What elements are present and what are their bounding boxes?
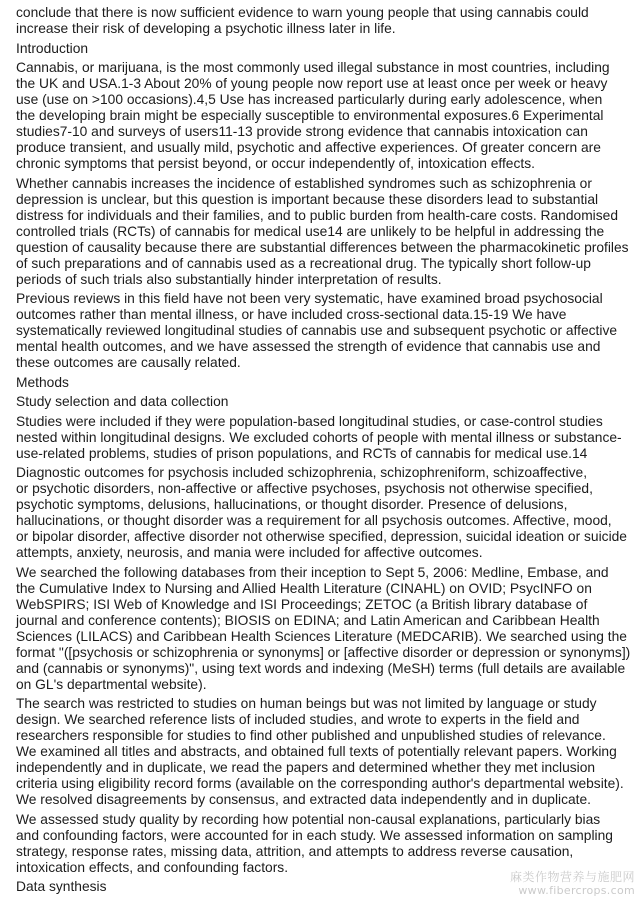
heading-text: Methods — [16, 374, 69, 390]
paragraph-methods-quality — [16, 812, 636, 876]
text-line: Previous reviews in this field have not been very systematic, have examined broad psychosocial — [16, 291, 603, 306]
text-line: WebSPIRS; ISI Web of Knowledge and ISI Proceedings; ZETOC (a British library database of — [16, 596, 588, 612]
paragraph-methods-inclusion — [16, 414, 636, 462]
text-line: independently and in duplicate, we read the papers and determined whether they met inclusion — [16, 760, 596, 775]
text-line: increase their risk of developing a psychotic illness later in life. — [16, 21, 396, 36]
text-line: studies7-10 and surveys of users11-13 provide strong evidence that cannabis intoxication can — [16, 124, 588, 139]
text-line: Studies were included if they were population-based longitudinal studies, or case-control studies — [16, 413, 603, 429]
paragraph-methods-outcomes — [16, 465, 636, 561]
text-line: these outcomes are causally related. — [16, 355, 241, 370]
text-line: We resolved disagreements by consensus, and extracted data independently and in duplicate. — [16, 792, 591, 807]
heading-text: Study selection and data collection — [16, 394, 229, 409]
text-line: and (cannabis or synonyms)", using text words and indexing (MeSH) terms (full details are available — [16, 660, 626, 676]
text-line: controlled trials (RCTs) of cannabis for medical use14 are unlikely to be helpful in addressing the — [16, 223, 605, 239]
text-line: chronic symptoms that persist beyond, or occur independently of, intoxication effects. — [16, 156, 535, 171]
text-line: design. We searched reference lists of included studies, and wrote to experts in the field and — [16, 712, 580, 727]
text-line: the Cumulative Index to Nursing and Allied Health Literature (CINAHL) on OVID; PsycINFO on — [16, 580, 592, 596]
section-heading-introduction — [16, 41, 636, 57]
text-line: intoxication effects, and confounding factors. — [16, 859, 289, 875]
section-heading-methods — [16, 375, 636, 391]
text-line: produce transient, and usually mild, psychotic and affective experiences. Of greater concern are — [16, 140, 601, 155]
paragraph-introduction-3 — [16, 291, 636, 371]
paragraph-methods-restriction — [16, 696, 636, 808]
text-line: periods of such trials also substantially hinder interpretation of results. — [16, 271, 442, 287]
text-line: question of causality because there are substantial differences between the pharmacokinetic profiles — [16, 239, 629, 255]
subsection-heading-study-selection — [16, 394, 636, 410]
text-line: systematically reviewed longitudinal studies of cannabis use and subsequent psychotic or affective — [16, 323, 618, 338]
text-line: the developing brain might be especially susceptible to environmental exposures.6 Experimental — [16, 108, 604, 123]
paragraph-introduction-1 — [16, 60, 636, 172]
text-line: The search was restricted to studies on human beings but was not limited by language or study — [16, 696, 597, 711]
text-line: Whether cannabis increases the incidence of established syndromes such as schizophrenia or — [16, 175, 592, 191]
text-line: distress for individuals and their families, and to public burden from health-care costs. Randomised — [16, 207, 618, 223]
text-line: on GL's departmental website). — [16, 676, 207, 692]
text-line: Sciences (LILACS) and Caribbean Health Sciences Literature (MEDCARIB). We searched using the — [16, 628, 627, 644]
text-line: journal and conference contents); BIOSIS on EDINA; and Latin American and Caribbean Health — [16, 612, 600, 628]
subsection-heading-data-synthesis — [16, 879, 636, 895]
text-line: psychotic symptoms, delusions, hallucinations, or thought disorder. Presence of delusions, — [16, 497, 568, 512]
text-line: of such preparations and of cannabis used as a recreational drug. The typically short follow-up — [16, 255, 591, 271]
text-line: strategy, response rates, missing data, attrition, and attempts to address reverse causation, — [16, 843, 574, 859]
paragraph-introduction-2 — [16, 176, 636, 288]
text-line: the UK and USA.1-3 About 20% of young people now report use at least once per week or heavy — [16, 76, 608, 91]
text-line: or psychotic disorders, non-affective or affective psychoses, psychosis not otherwise specified, — [16, 481, 593, 496]
text-line: We assessed study quality by recording how potential non-causal explanations, particularly bias — [16, 811, 601, 827]
watermark-url: www.fibercrops.com — [518, 884, 635, 897]
text-line: and confounding factors, were accounted for in each study. We assessed information on sampling — [16, 827, 613, 843]
watermark-site-name: 麻类作物营养与施肥网 — [509, 870, 635, 884]
text-line: attempts, anxiety, neurosis, and mania were included for affective outcomes. — [16, 545, 483, 560]
text-line: use (use on >100 occasions).4,5 Use has increased particularly during early adolescence, when — [16, 92, 603, 107]
heading-text: Data synthesis — [16, 879, 107, 894]
heading-text: Introduction — [16, 40, 89, 56]
paragraph-abstract-conclusion — [16, 5, 636, 37]
text-line: We examined all titles and abstracts, and obtained full texts of potentially relevant papers. Working — [16, 744, 617, 759]
text-line: format "([psychosis or schizophrenia or synonyms] or [affective disorder or depression or synonyms]) — [16, 644, 631, 660]
text-line: use-related problems, studies of prison populations, and RCTs of cannabis for medical use.14 — [16, 445, 588, 461]
text-line: hallucinations, or thought disorder was a requirement for all psychosis outcomes. Affective, mood, — [16, 513, 612, 528]
text-line: conclude that there is now sufficient evidence to warn young people that using cannabis could — [16, 5, 589, 20]
paragraph-methods-search — [16, 565, 636, 693]
text-line: depression is unclear, but this question is important because these disorders lead to substantial — [16, 191, 599, 207]
text-line: outcomes rather than mental illness, or have included cross-sectional data.15-19 We have — [16, 307, 567, 322]
text-line: Diagnostic outcomes for psychosis included schizophrenia, schizophreniform, schizoaffective, — [16, 465, 588, 480]
text-line: We searched the following databases from their inception to Sept 5, 2006: Medline, Embase, and — [16, 564, 609, 580]
text-line: or bipolar disorder, affective disorder not otherwise specified, depression, suicidal ideation or suicide — [16, 529, 627, 544]
text-line: nested within longitudinal designs. We excluded cohorts of people with mental illness or substance- — [16, 429, 622, 445]
text-line: criteria using eligibility record forms (available on the corresponding author's departmental website). — [16, 776, 624, 791]
text-line: researchers responsible for studies to find other published and unpublished studies of relevance. — [16, 728, 606, 743]
text-line: Cannabis, or marijuana, is the most commonly used illegal substance in most countries, including — [16, 60, 610, 75]
text-line: mental health outcomes, and we have assessed the strength of evidence that cannabis use and — [16, 339, 601, 354]
